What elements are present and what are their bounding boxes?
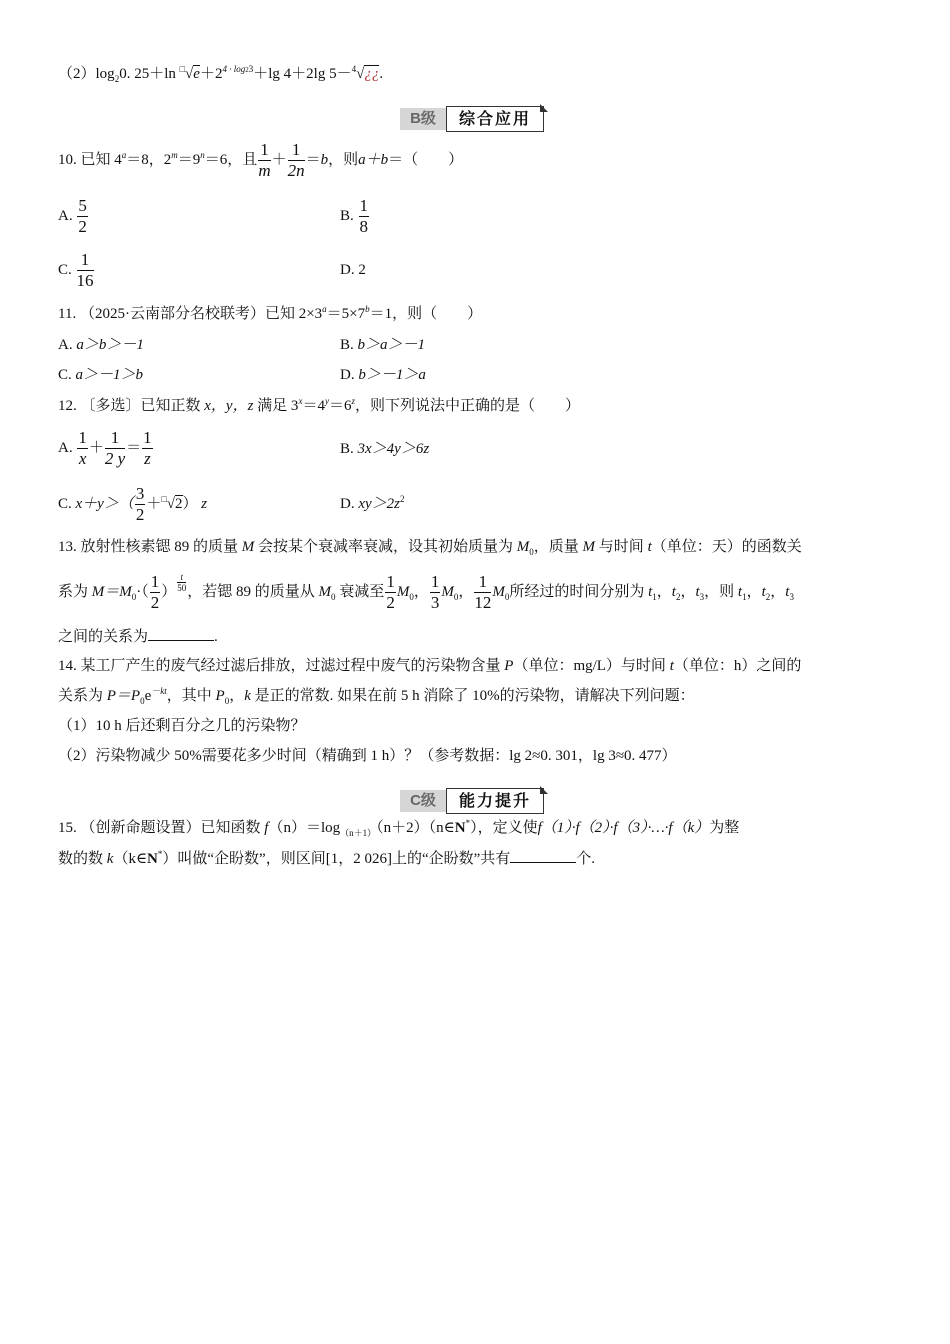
fraction: $\frac{1}{3}$ — [430, 572, 440, 613]
question-12: 12. 〔多选〕已知正数 x，y，z 满足 $3^x=4^y=6^z$，则下列说法中正确的是（ ） — [58, 396, 580, 414]
section-level: C级 — [400, 790, 446, 812]
q11-option-b: B. b＞a＞－1 — [340, 337, 426, 353]
section-b-badge — [400, 104, 550, 132]
answer-blank[interactable] — [148, 626, 214, 641]
exponent-fraction: $\frac{t}{50}$ — [177, 572, 187, 593]
section-title: 能力提升 — [446, 788, 544, 814]
q10-option-c: C. $\frac{1}{16}$ — [58, 250, 94, 291]
fraction: $\frac{1}{2 y}$ — [104, 428, 126, 469]
fraction: $\frac{1}{m}$ — [258, 140, 271, 181]
q10-option-d: D. 2 — [340, 262, 366, 278]
section-c-badge — [400, 786, 550, 814]
fraction: $\frac{1}{2}$ — [386, 572, 395, 613]
radical-icon: √ — [166, 496, 176, 512]
fraction: $\frac{3}{2}$ — [135, 484, 145, 525]
fraction: $\frac{1}{2}$ — [150, 572, 160, 613]
section-level: B级 — [400, 108, 446, 130]
question-14-sub-2: （2）污染物减少 50%需要花多少时间（精确到 1 h）？（参考数据：lg 2≈0. 301，lg 3≈0. 477） — [58, 748, 677, 764]
q11-option-c: C. a＞－1＞b — [58, 367, 144, 383]
question-11: 11. （2025·云南部分名校联考）已知 $2\times 3^a=5\times 7^b=1$，则（ ） — [58, 304, 483, 322]
question-14-sub-1: （1）10 h 后还剩百分之几的污染物？ — [58, 718, 306, 734]
question-15-line-2: 数的数 k（k∈N*）叫做“企盼数”，则区间[1，2 026]上的“企盼数”共有 个. — [58, 849, 596, 867]
q11-option-a: A. a＞b＞－1 — [58, 337, 144, 353]
question-15-line-1: 15. （创新命题设置）已知函数 $f(n)=\log_{(n+1)}(n+2)(n\in N^*)$，定义使f（1）·f（2）·f（3）·…·f（k）为整 — [58, 818, 740, 838]
fraction: $\frac{1}{x}$ — [78, 428, 87, 469]
q12-option-b: B. 3x＞4y＞6z — [340, 441, 430, 457]
folded-corner-icon — [540, 786, 548, 794]
section-title: 综合应用 — [446, 106, 544, 132]
folded-corner-icon — [540, 104, 548, 112]
fraction: $\frac{1}{2n}$ — [287, 140, 305, 181]
question-13-line-2: 系为 $M=M_0\cdot$（ $\frac{1}{2}$ ） $\frac{t}{50}$ ，若锶 89 的质量从 $M_0$ 衰减至 $\frac{1}{2}$ $M_0$， $\frac{1}{3}$ $M_0$， $\frac{1}{12}$ $M_0$所经过的时间分别为 $t_1$，$t_2$，$t_3$，则 $t_1$，$t_2$，$t_3$ — [58, 572, 794, 613]
question-13-line-1: 13. 放射性核素锶 89 的质量 M 会按某个衰减率衰减，设其初始质量为 $M_0$，质量 M 与时间 t（单位：天）的函数关 — [58, 539, 802, 557]
q12-option-d: D. $xy>2z^2$ — [340, 494, 405, 512]
fraction: $\frac{1}{8}$ — [359, 196, 369, 237]
question-14-line-2: 关系为 $P=P_0e^{-kt}$，其中 $P_0$，k 是正的常数. 如果在前 5 h 消除了 10%的污染物，请解决下列问题： — [58, 686, 695, 706]
sub-problem-2: $(2)\log_20$. 25＋ln $^□√e+2^{4 \cdot log23}+\lg$ 4＋2lg 5－$^4$√¿¿. — [58, 64, 384, 84]
radical-icon: √ — [185, 66, 194, 82]
q11-option-d: D. b＞－1＞a — [340, 367, 426, 383]
q10-option-a: A. $\frac{5}{2}$ — [58, 196, 87, 237]
radical-icon: √ — [356, 66, 365, 82]
fraction: $\frac{5}{2}$ — [78, 196, 87, 237]
fraction: $\frac{1}{12}$ — [474, 572, 492, 613]
fraction: $\frac{1}{16}$ — [76, 250, 94, 291]
question-10: 10. 已知 $4^a=8$，$2^m=9^n=6$，且 $\frac{1}{m}$ ＋ $\frac{1}{2n}$ ＝b，则a＋b＝（ ） — [58, 140, 464, 181]
fraction: $\frac{1}{z}$ — [143, 428, 152, 469]
question-13-line-3: 之间的关系为 . — [58, 626, 218, 647]
q10-option-b: B. $\frac{1}{8}$ — [340, 196, 369, 237]
answer-blank[interactable] — [510, 848, 576, 863]
q12-option-c: C. x＋y＞（ $\frac{3}{2}$ ＋□√2） z — [58, 484, 208, 525]
q12-option-a: A. $\frac{1}{x}$ ＋ $\frac{1}{2 y}$ ＝ $\frac{1}{z}$ — [58, 428, 152, 469]
question-14-line-1: 14. 某工厂产生的废气经过滤后排放，过滤过程中废气的污染物含量 P（单位：mg/L）与时间 t（单位：h）之间的 — [58, 658, 802, 674]
